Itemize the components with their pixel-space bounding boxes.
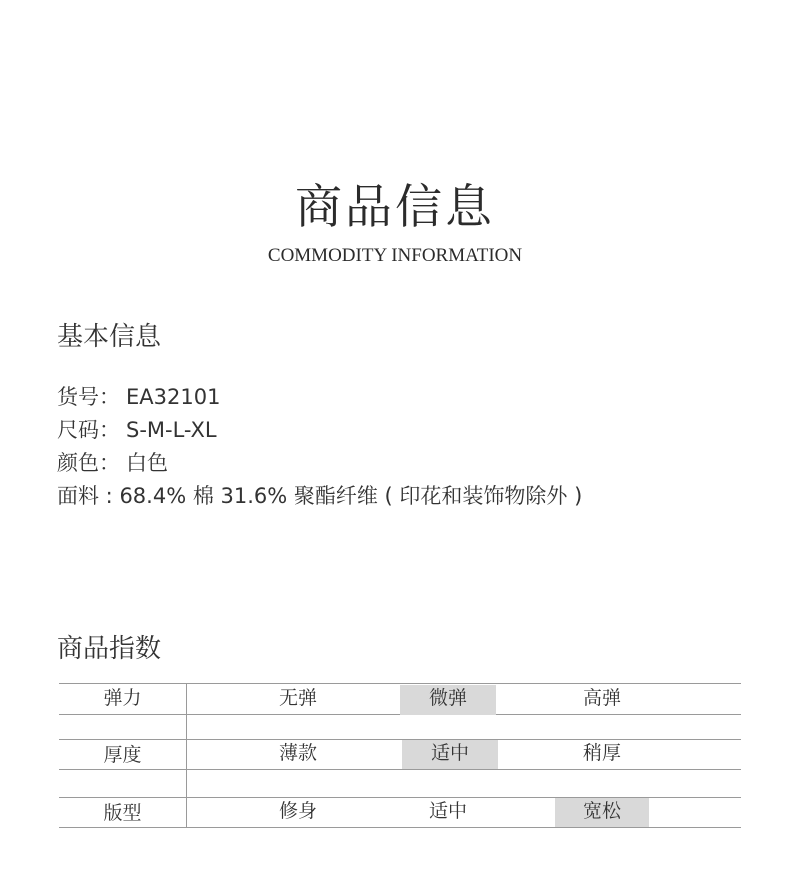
index-label-fit: 版型: [103, 802, 142, 824]
info-label: 颜色: [57, 451, 99, 475]
index-option: 高弹: [582, 687, 621, 709]
info-label: 货号: [57, 385, 99, 409]
basic-info-list: [57, 381, 582, 513]
info-label: 尺码: [57, 418, 99, 442]
index-option: 无弹: [278, 687, 317, 709]
table-divider: [59, 769, 741, 770]
info-row-color: [57, 447, 582, 480]
product-index-heading: 商品指数: [57, 634, 162, 664]
index-option-selected: 微弹: [400, 685, 496, 715]
index-option: 稍厚: [582, 742, 621, 764]
info-row-item-number: [57, 381, 582, 414]
info-value: 白色: [126, 451, 168, 475]
index-label-thickness: 厚度: [103, 744, 142, 766]
product-index-table: [59, 683, 741, 829]
index-option: 适中: [428, 800, 467, 822]
basic-info-heading: 基本信息: [57, 322, 162, 352]
info-label: 面料: [57, 484, 99, 508]
info-row-size: [57, 414, 582, 447]
index-option: 薄款: [278, 742, 317, 764]
info-value: EA32101: [126, 385, 221, 409]
info-separator: ：: [99, 451, 120, 475]
info-separator: :: [99, 484, 120, 508]
info-value: 68.4% 棉 31.6% 聚酯纤维 ( 印花和装饰物除外 ): [119, 484, 583, 508]
info-separator: ：: [99, 385, 120, 409]
table-divider: [59, 827, 741, 828]
info-row-fabric: [57, 480, 582, 513]
index-option-selected: 适中: [402, 740, 498, 769]
table-column-divider: [186, 683, 187, 828]
page-subtitle: COMMODITY INFORMATION: [267, 245, 523, 266]
index-option: 修身: [278, 800, 317, 822]
table-divider: [59, 683, 741, 684]
info-separator: ：: [99, 418, 120, 442]
index-option-selected: 宽松: [555, 798, 649, 827]
index-label-elasticity: 弹力: [103, 687, 142, 709]
page-title: 商品信息: [295, 180, 495, 235]
info-value: S-M-L-XL: [126, 418, 217, 442]
